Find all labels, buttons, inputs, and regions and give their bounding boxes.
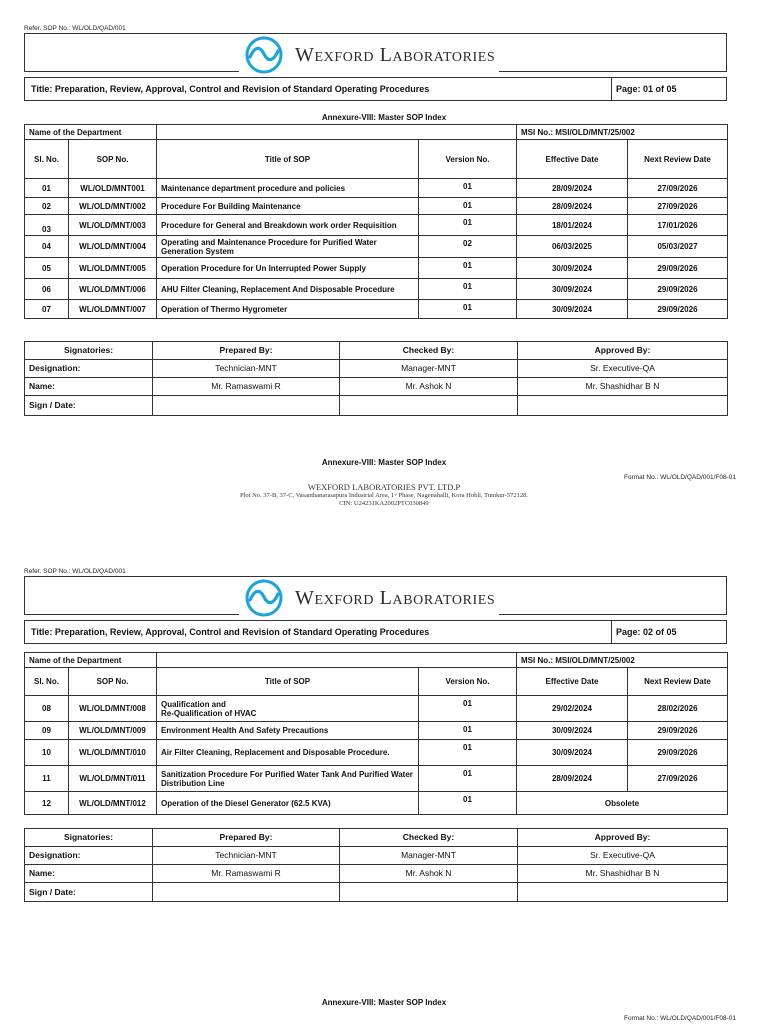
prepared-sign	[153, 883, 340, 902]
sop-title-cell: Procedure for General and Breakdown work order Requisition	[157, 215, 419, 236]
checked-by-header: Checked By:	[340, 342, 518, 360]
name-label: Name:	[25, 378, 153, 396]
checked-name: Mr. Ashok N	[340, 865, 518, 883]
name-label: Name:	[25, 865, 153, 883]
footer-cin: CIN: U24231KA2002PTC030849	[339, 500, 429, 507]
ref-sop-no: Refer. SOP No.: WL/OLD/QAD/001	[24, 568, 126, 575]
effective-date-cell: 30/09/2024	[517, 300, 628, 319]
approved-by-header: Approved By:	[518, 342, 728, 360]
approved-name: Mr. Shashidhar B N	[518, 865, 728, 883]
sl-no-cell: 07	[25, 300, 69, 319]
table-row	[25, 722, 728, 740]
company-name: Wexford Laboratories	[295, 43, 496, 66]
sop-no-cell: WL/OLD/MNT/007	[69, 300, 157, 319]
footer-address: Plot No. 37-B, 37-C, Vasanthanarasapura Industrial Area, 1ˢᵗ Phase, Nagenahalli, Kora Hobli, Tumkur-572128.	[240, 492, 528, 499]
effective-date-cell: 30/09/2024	[517, 722, 628, 740]
header-sop-no: SOP No.	[69, 140, 157, 179]
effective-date-cell: 28/09/2024	[517, 179, 628, 198]
wave-logo-icon	[243, 579, 285, 617]
sop-no-cell: WL/OLD/MNT/005	[69, 258, 157, 279]
prepared-by-header: Prepared By:	[153, 342, 340, 360]
table-row	[25, 792, 728, 815]
header-review-date: Next Review Date	[628, 140, 728, 179]
page2-rows	[25, 696, 728, 815]
sop-title-cell: Air Filter Cleaning, Replacement and Disposable Procedure.	[157, 740, 419, 766]
header-sop-no: SOP No.	[69, 668, 157, 696]
sop-title-cell: Operation Procedure for Un Interrupted Power Supply	[157, 258, 419, 279]
sop-title-cell: Sanitization Procedure For Purified Water Tank And Purified Water Distribution Line	[157, 766, 419, 792]
table-row	[25, 766, 728, 792]
page-number: Page: 01 of 05	[616, 84, 677, 94]
sl-no-cell: 12	[25, 792, 69, 815]
sop-title-cell: AHU Filter Cleaning, Replacement And Disposable Procedure	[157, 279, 419, 300]
sop-no-cell: WL/OLD/MNT001	[69, 179, 157, 198]
document-title: Title: Preparation, Review, Approval, Control and Revision of Standard Operating Procedures	[25, 621, 612, 643]
checked-designation: Manager-MNT	[340, 847, 518, 865]
department-label: Name of the Department	[25, 125, 157, 140]
approved-by-header: Approved By:	[518, 829, 728, 847]
version-cell: 01	[419, 198, 517, 215]
company-logo	[239, 579, 499, 617]
header-sl-no: Sl. No.	[25, 668, 69, 696]
prepared-designation: Technician-MNT	[153, 360, 340, 378]
sl-no-cell: 06	[25, 279, 69, 300]
approved-sign	[518, 883, 728, 902]
version-cell: 01	[419, 215, 517, 236]
sl-no-cell: 11	[25, 766, 69, 792]
sop-title-cell: Procedure For Building Maintenance	[157, 198, 419, 215]
sop-title-cell: Operation of Thermo Hygrometer	[157, 300, 419, 319]
version-cell: 01	[419, 258, 517, 279]
review-date-cell: 29/09/2026	[628, 300, 728, 319]
sl-no-cell: 08	[25, 696, 69, 722]
prepared-designation: Technician-MNT	[153, 847, 340, 865]
annexure-footer-title: Annexure-VIII: Master SOP Index	[321, 458, 447, 467]
department-value	[157, 653, 517, 668]
signatories-header: Signatories:	[25, 829, 153, 847]
sop-no-cell: WL/OLD/MNT/004	[69, 236, 157, 258]
sop-no-cell: WL/OLD/MNT/009	[69, 722, 157, 740]
effective-date-cell: 30/09/2024	[517, 258, 628, 279]
format-number: Format No.: WL/OLD/QAD/001/F08-01	[624, 474, 736, 481]
sop-no-cell: WL/OLD/MNT/008	[69, 696, 157, 722]
checked-designation: Manager-MNT	[340, 360, 518, 378]
review-date-cell: 05/03/2027	[628, 236, 728, 258]
company-name: Wexford Laboratories	[295, 586, 496, 609]
table-row	[25, 740, 728, 766]
header-effective-date: Effective Date	[517, 668, 628, 696]
sign-date-label: Sign / Date:	[25, 396, 153, 416]
title-bar	[24, 620, 727, 644]
version-cell: 01	[419, 300, 517, 319]
review-date-cell: 17/01/2026	[628, 215, 728, 236]
version-cell: 01	[419, 179, 517, 198]
effective-date-cell: 30/09/2024	[517, 740, 628, 766]
effective-date-cell: 06/03/2025	[517, 236, 628, 258]
effective-date-cell: 28/09/2024	[517, 198, 628, 215]
review-date-cell: 28/02/2026	[628, 696, 728, 722]
version-cell: 02	[419, 236, 517, 258]
department-label: Name of the Department	[25, 653, 157, 668]
annexure-title: Annexure-VIII: Master SOP Index	[321, 113, 447, 122]
annexure-footer-title: Annexure-VIII: Master SOP Index	[321, 998, 447, 1007]
effective-date-cell: 28/09/2024	[517, 766, 628, 792]
review-date-cell: 29/09/2026	[628, 722, 728, 740]
sop-no-cell: WL/OLD/MNT/002	[69, 198, 157, 215]
footer-company: WEXFORD LABORATORIES PVT. LTD.P	[307, 482, 461, 492]
version-cell: 01	[419, 279, 517, 300]
sl-no-cell: 04	[25, 236, 69, 258]
prepared-by-header: Prepared By:	[153, 829, 340, 847]
signatories-table	[24, 828, 728, 902]
designation-label: Designation:	[25, 847, 153, 865]
header-title: Title of SOP	[157, 668, 419, 696]
sl-no-cell: 03	[25, 215, 69, 236]
signatories-header: Signatories:	[25, 342, 153, 360]
sop-no-cell: WL/OLD/MNT/010	[69, 740, 157, 766]
sl-no-cell: 02	[25, 198, 69, 215]
sign-date-label: Sign / Date:	[25, 883, 153, 902]
sop-index-table	[24, 652, 728, 815]
checked-by-header: Checked By:	[340, 829, 518, 847]
sl-no-cell: 05	[25, 258, 69, 279]
review-date-cell: 29/09/2026	[628, 740, 728, 766]
effective-date-cell: 30/09/2024	[517, 279, 628, 300]
sop-no-cell: WL/OLD/MNT/011	[69, 766, 157, 792]
document-title: Title: Preparation, Review, Approval, Control and Revision of Standard Operating Procedures	[25, 78, 612, 100]
approved-designation: Sr. Executive-QA	[518, 360, 728, 378]
sop-title-cell: Environment Health And Safety Precautions	[157, 722, 419, 740]
ref-sop-no: Refer. SOP No.: WL/OLD/QAD/001	[24, 25, 126, 32]
review-date-cell: 29/09/2026	[628, 279, 728, 300]
sop-title-cell: Operating and Maintenance Procedure for Purified Water Generation System	[157, 236, 419, 258]
sop-title-cell: Qualification and Re-Qualification of HVAC	[157, 696, 419, 722]
prepared-name: Mr. Ramaswami R	[153, 865, 340, 883]
version-cell: 01	[419, 740, 517, 766]
sop-title-cell: Maintenance department procedure and policies	[157, 179, 419, 198]
format-number: Format No.: WL/OLD/QAD/001/F08-01	[624, 1015, 736, 1022]
company-header	[24, 576, 727, 615]
header-title: Title of SOP	[157, 140, 419, 179]
checked-sign	[340, 883, 518, 902]
sop-no-cell: WL/OLD/MNT/003	[69, 215, 157, 236]
sop-no-cell: WL/OLD/MNT/012	[69, 792, 157, 815]
review-date-cell: 27/09/2026	[628, 766, 728, 792]
approved-designation: Sr. Executive-QA	[518, 847, 728, 865]
header-sl-no: Sl. No.	[25, 140, 69, 179]
designation-label: Designation:	[25, 360, 153, 378]
msi-number: MSI No.: MSI/OLD/MNT/25/002	[517, 125, 728, 140]
page-number: Page: 02 of 05	[616, 627, 677, 637]
msi-number: MSI No.: MSI/OLD/MNT/25/002	[517, 653, 728, 668]
review-date-cell: 29/09/2026	[628, 258, 728, 279]
table-row	[25, 696, 728, 722]
sl-no-cell: 01	[25, 179, 69, 198]
effective-date-cell: Obsolete	[517, 792, 728, 815]
approved-name: Mr. Shashidhar B N	[518, 378, 728, 396]
sop-title-cell: Operation of the Diesel Generator (62.5 KVA)	[157, 792, 419, 815]
version-cell: 01	[419, 722, 517, 740]
version-cell: 01	[419, 766, 517, 792]
header-version: Version No.	[419, 668, 517, 696]
header-version: Version No.	[419, 140, 517, 179]
prepared-name: Mr. Ramaswami R	[153, 378, 340, 396]
effective-date-cell: 29/02/2024	[517, 696, 628, 722]
review-date-cell: 27/09/2026	[628, 179, 728, 198]
checked-name: Mr. Ashok N	[340, 378, 518, 396]
version-cell: 01	[419, 792, 517, 815]
sl-no-cell: 10	[25, 740, 69, 766]
effective-date-cell: 18/01/2024	[517, 215, 628, 236]
version-cell: 01	[419, 696, 517, 722]
header-effective-date: Effective Date	[517, 140, 628, 179]
review-date-cell: 27/09/2026	[628, 198, 728, 215]
sl-no-cell: 09	[25, 722, 69, 740]
sop-no-cell: WL/OLD/MNT/006	[69, 279, 157, 300]
header-review-date: Next Review Date	[628, 668, 728, 696]
